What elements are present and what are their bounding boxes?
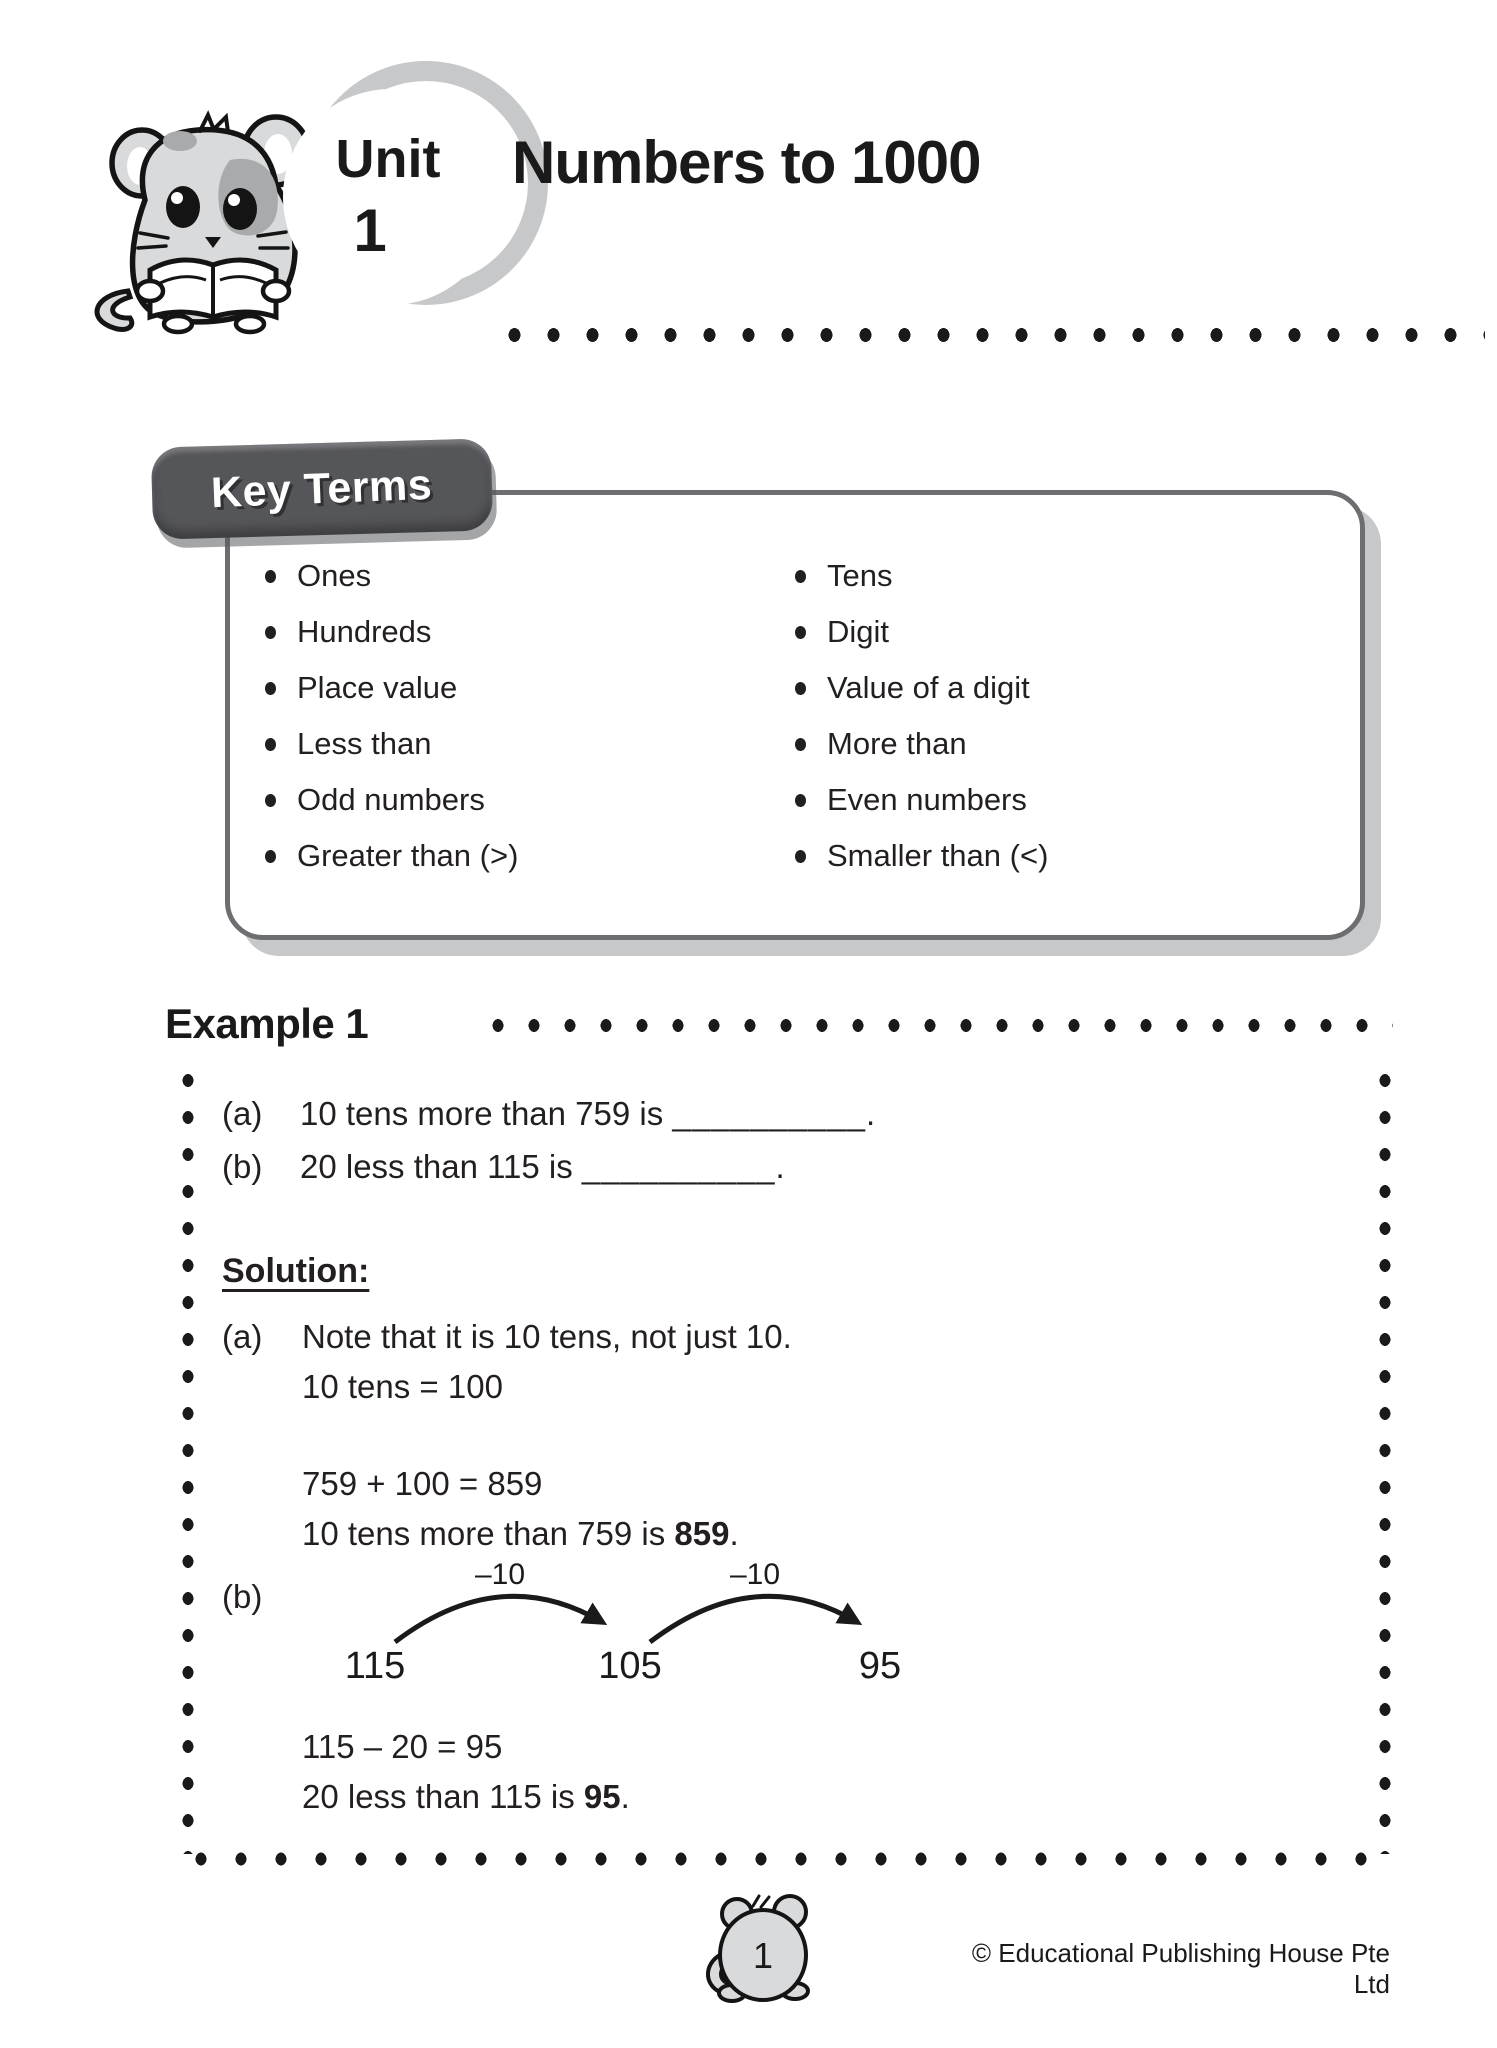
key-term-item: More than bbox=[785, 716, 1048, 772]
key-term-item: Place value bbox=[255, 660, 518, 716]
solution-a-conclusion-prefix: 10 tens more than 759 is bbox=[302, 1515, 675, 1552]
mouse-left-eye-shine bbox=[171, 192, 183, 204]
question-a-text: 10 tens more than 759 is bbox=[300, 1095, 664, 1132]
key-term-item: Even numbers bbox=[785, 772, 1048, 828]
mouse-tail bbox=[97, 291, 132, 329]
unit-badge-circle bbox=[283, 89, 499, 305]
solution-b-label: (b) bbox=[222, 1578, 263, 1615]
mouse-head-patch bbox=[163, 131, 197, 151]
key-term-item: Odd numbers bbox=[255, 772, 518, 828]
unit-badge bbox=[258, 55, 558, 355]
example-heading: Example 1 bbox=[165, 1000, 369, 1047]
number-jump-diagram bbox=[300, 1556, 940, 1688]
question-b bbox=[222, 1148, 785, 1186]
unit-number: 1 bbox=[353, 197, 387, 264]
solution-a-conclusion bbox=[302, 1515, 739, 1553]
solution-b-equation: 115 – 20 = 95 bbox=[302, 1728, 503, 1765]
unit-label: Unit bbox=[335, 129, 441, 189]
mouse-left-eye bbox=[166, 186, 200, 228]
jump-2-label: –10 bbox=[729, 1558, 781, 1591]
jump-1-label: –10 bbox=[474, 1558, 526, 1591]
question-a-answer-blank: __________ bbox=[672, 1095, 866, 1132]
mouse-right-eye-shine bbox=[228, 194, 240, 206]
copyright-notice: © Educational Publishing House Pte Ltd bbox=[971, 1938, 1390, 1999]
question-a-period: . bbox=[865, 1095, 876, 1132]
key-terms-heading: Key Terms bbox=[210, 460, 434, 517]
solution-a-equation: 759 + 100 = 859 bbox=[302, 1465, 543, 1502]
mouse-left-foot bbox=[164, 316, 192, 332]
key-term-item: Greater than (>) bbox=[255, 828, 518, 884]
page-title: Numbers to 1000 bbox=[512, 129, 981, 196]
example-box-right-dotted-border bbox=[1377, 1062, 1393, 1854]
jump-arc-2 bbox=[650, 1596, 857, 1642]
solution-a-label: (a) bbox=[222, 1318, 263, 1355]
solution-b-conclusion bbox=[302, 1778, 630, 1816]
solution-a-conclusion-period: . bbox=[729, 1515, 739, 1552]
key-term-item: Hundreds bbox=[255, 604, 518, 660]
jump-arc-1 bbox=[395, 1596, 602, 1642]
key-terms-left-column bbox=[255, 548, 518, 884]
title-dotted-line bbox=[495, 326, 1485, 344]
jump-middle-number: 105 bbox=[598, 1645, 662, 1687]
jump-end-number: 95 bbox=[858, 1645, 902, 1687]
question-b-label: (b) bbox=[222, 1148, 263, 1185]
question-b-answer-blank: __________ bbox=[581, 1148, 776, 1185]
mouse-left-hand bbox=[137, 281, 163, 301]
key-terms-right-column bbox=[785, 548, 1048, 884]
key-term-item: Value of a digit bbox=[785, 660, 1048, 716]
footer-mouse-scruff bbox=[753, 1896, 769, 1907]
example-box-left-dotted-border bbox=[180, 1062, 196, 1854]
key-term-item: Smaller than (<) bbox=[785, 828, 1048, 884]
solution-a-note: Note that it is 10 tens, not just 10. bbox=[302, 1318, 792, 1355]
mouse-right-eye bbox=[223, 188, 257, 230]
key-term-item: Digit bbox=[785, 604, 1048, 660]
solution-heading: Solution: bbox=[222, 1252, 370, 1290]
question-a bbox=[222, 1095, 875, 1133]
jump-start-number: 115 bbox=[344, 1645, 406, 1687]
solution-a-answer: 859 bbox=[674, 1515, 730, 1552]
question-b-period: . bbox=[775, 1148, 785, 1185]
solution-b-conclusion-period: . bbox=[620, 1778, 630, 1815]
solution-b-conclusion-prefix: 20 less than 115 is bbox=[302, 1778, 584, 1815]
solution-b-answer: 95 bbox=[583, 1778, 621, 1815]
page-number: 1 bbox=[752, 1935, 774, 1976]
example-heading-dotted-line bbox=[480, 1018, 1393, 1033]
key-term-item: Less than bbox=[255, 716, 518, 772]
question-b-text: 20 less than 115 is bbox=[300, 1148, 573, 1185]
question-a-label: (a) bbox=[222, 1095, 263, 1132]
key-term-item: Ones bbox=[255, 548, 518, 604]
solution-a-conversion: 10 tens = 100 bbox=[302, 1368, 503, 1405]
key-terms-tab bbox=[151, 438, 493, 539]
example-box-bottom-dotted-border bbox=[181, 1851, 1393, 1867]
page-number-mouse bbox=[700, 1893, 825, 2008]
key-term-item: Tens bbox=[785, 548, 1048, 604]
